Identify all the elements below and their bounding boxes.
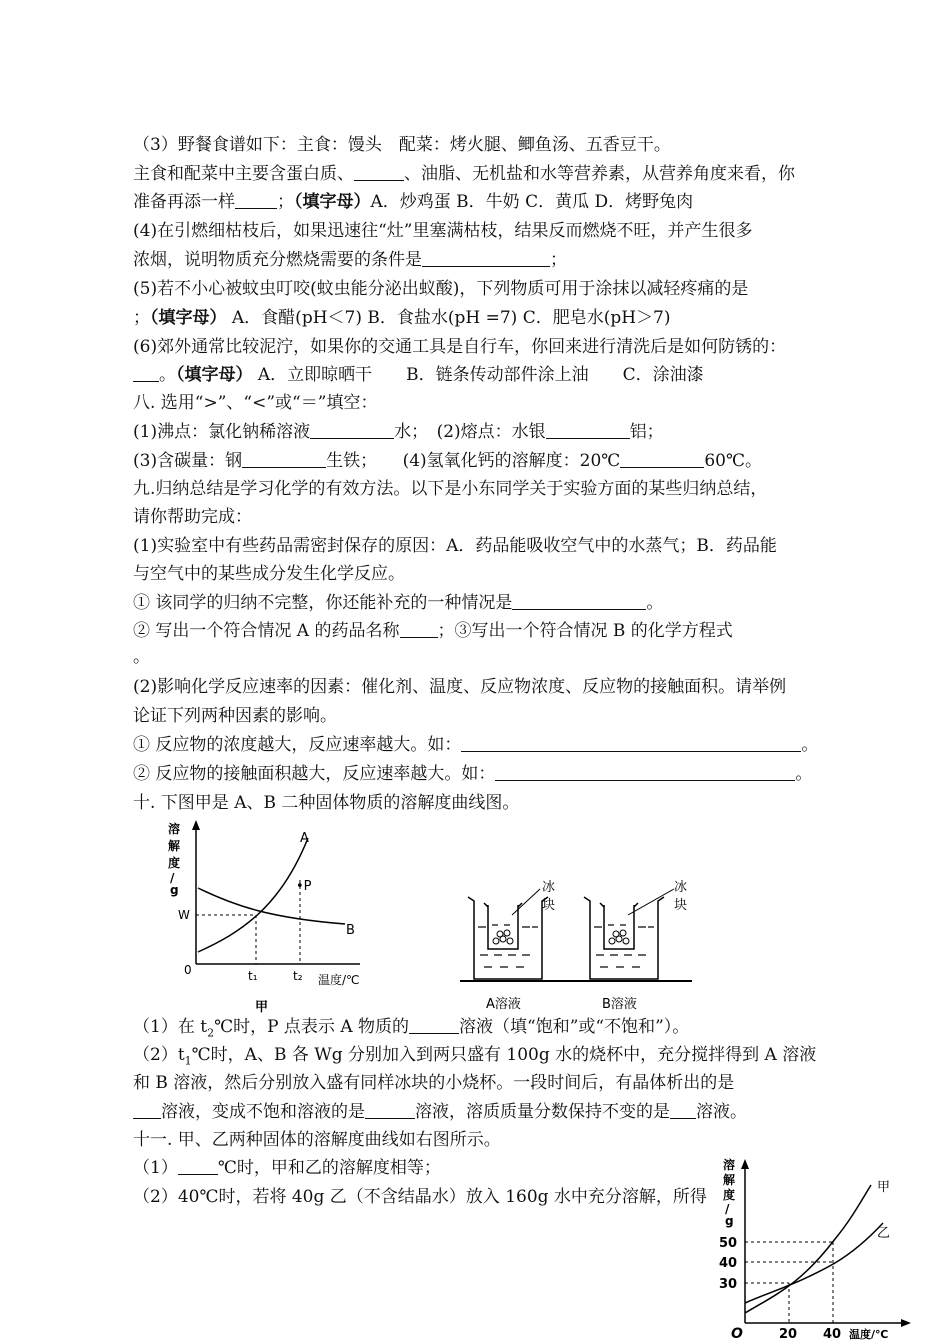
beaker-b — [584, 889, 674, 979]
q3-text: 主食和配菜中主要含蛋白质、 — [133, 164, 354, 184]
beaker-a — [468, 889, 548, 979]
q3-options: A．炒鸡蛋 B．牛奶 C．黄瓜 D．烤野兔肉 — [370, 192, 694, 212]
fig1-label-a: A — [300, 831, 309, 846]
beaker-b-ice-label: 冰 — [674, 880, 688, 895]
section-9-line-10 — [133, 734, 818, 758]
section-9-line-11 — [133, 763, 812, 787]
beaker-a-label: A溶液 — [486, 997, 521, 1012]
section-10-title: 十. 下图甲是 A、B 二种固体物质的溶解度曲线图。 — [133, 793, 520, 813]
q6-line-1: (6)郊外通常比较泥泞，如果你的交通工具是自行车，你回来进行清洗后是如何防锈的： — [133, 337, 787, 357]
fig3-ylabel-char: g — [725, 1214, 734, 1228]
section-11-q1 — [133, 1157, 441, 1181]
q5-line-1: (5)若不小心被蚊虫叮咬(蚊虫能分泌出蚁酸)，下列物质可用于涂抹以减轻疼痛的是 — [133, 279, 749, 299]
blank-solubility[interactable] — [620, 450, 704, 468]
blank-other-reason[interactable] — [512, 592, 646, 610]
q3-text: ； — [277, 192, 294, 212]
q3-line-2 — [133, 163, 795, 187]
s8-text: 铝； — [629, 422, 664, 442]
beaker-b-label: B溶液 — [602, 997, 637, 1012]
blank-melting-point[interactable] — [546, 421, 630, 439]
fig1-label-w: W — [178, 908, 190, 922]
fig1-label-t2: t₂ — [293, 969, 303, 983]
fig1-y-label — [168, 821, 180, 897]
s9-text: 。 — [801, 735, 819, 755]
fill-letter-hint: （填字母） — [294, 192, 371, 212]
blank-crystal-solution[interactable] — [133, 1101, 161, 1119]
solubility-curve-figure-jia — [160, 818, 390, 1016]
s11-text: （1） — [133, 1158, 178, 1178]
q6-options: A．立即晾晒干 B．链条传动部件涂上油 C．涂油漆 — [252, 365, 704, 385]
fig1-ylabel-char: 解 — [168, 839, 181, 853]
section-8-title: 八. 选用“>”、“<”或“＝”填空： — [133, 393, 378, 413]
section-9-line-9: 论证下列两种因素的影响。 — [133, 706, 337, 726]
fig3-label-yi: 乙 — [877, 1226, 891, 1241]
fig1-point-p: •P — [296, 879, 312, 894]
q5-text: ； — [133, 308, 150, 328]
fig1-label-t1: t₁ — [248, 969, 258, 983]
beakers-figure — [460, 875, 700, 1015]
section-11-title: 十一. 甲、乙两种固体的溶解度曲线如右图所示。 — [133, 1130, 501, 1150]
q4-line-2 — [133, 249, 567, 273]
section-10-q2-line-3 — [133, 1101, 747, 1125]
fill-letter-hint: （填字母） — [176, 365, 253, 385]
q6-line-2 — [133, 364, 704, 388]
blank-burning-condition[interactable] — [422, 249, 550, 267]
fig1-label-b: B — [346, 923, 355, 938]
s10-text: 溶液。 — [696, 1102, 747, 1122]
blank-unsaturated-solution[interactable] — [365, 1101, 415, 1119]
q4-text: 浓烟，说明物质充分燃烧需要的条件是 — [133, 250, 422, 270]
fill-letter-hint: （填字母） — [150, 308, 227, 328]
s9-text: ② 写出一个符合情况 A 的药品名称 — [133, 621, 400, 641]
section-9-line-7: 。 — [133, 647, 150, 667]
fig1-x-label: 温度/℃ — [318, 973, 360, 987]
blank-equal-temperature[interactable] — [178, 1157, 218, 1175]
fig1-ylabel-char: g — [170, 883, 179, 897]
q6-text: 。 — [159, 365, 176, 385]
q3-text: 准备再添一样 — [133, 192, 235, 212]
s9-text: ；③写出一个符合情况 B 的化学方程式 — [437, 621, 733, 641]
fig3-ylabel-char: 解 — [723, 1173, 736, 1187]
s10-subscript: 2 — [207, 1026, 215, 1040]
fig3-x-arrow — [901, 1319, 911, 1327]
s8-text: 60℃。 — [704, 451, 762, 471]
s10-text: 溶液，变成不饱和溶液的是 — [161, 1102, 365, 1122]
fig1-ylabel-char: 度 — [168, 856, 181, 870]
fig3-y-label — [723, 1157, 735, 1228]
solubility-curve-figure-jia-yi — [715, 1155, 915, 1342]
fig3-ylabel-char: 度 — [723, 1188, 736, 1202]
s10-text: ℃时，P 点表示 A 物质的 — [214, 1017, 410, 1037]
s8-text: 生铁； (4)氢氧化钙的溶解度：20℃ — [326, 451, 621, 471]
blank-concentration-example[interactable] — [461, 734, 801, 752]
fig3-tick-x20: 20 — [779, 1327, 798, 1342]
s10-text: （1）在 t — [133, 1017, 208, 1037]
s10-subscript: 1 — [184, 1054, 192, 1068]
s9-text: 。 — [795, 764, 813, 784]
section-9-line-2: 请你帮助完成： — [133, 507, 252, 527]
s10-text: ℃时，A、B 各 Wg 分别加入到两只盛有 100g 水的烧杯中，充分搅拌得到 A 溶液 — [191, 1045, 817, 1065]
blank-nutrient[interactable] — [354, 163, 404, 181]
blank-boiling-point[interactable] — [310, 421, 394, 439]
section-9-line-1: 九.归纳总结是学习化学的有效方法。以下是小东同学关于实验方面的某些归纳总结， — [133, 479, 768, 499]
fig3-y-arrow — [741, 1159, 749, 1169]
section-11-q2: （2）40℃时，若将 40g 乙（不含结晶水）放入 160g 水中充分溶解，所得 — [133, 1187, 707, 1207]
fig1-curve-b — [198, 888, 345, 924]
q4-line-1: (4)在引燃细枯枝后，如果迅速往“灶”里塞满枯枝，结果反而燃烧不旺，并产生很多 — [133, 221, 753, 241]
section-10-q2-line-1 — [133, 1044, 816, 1068]
fig3-ylabel-char: 溶 — [723, 1158, 736, 1172]
fig3-tick-30: 30 — [719, 1277, 738, 1292]
beaker-b-ice-label: 块 — [674, 898, 688, 913]
s10-text: 溶液（填“饱和”或“不饱和”）。 — [459, 1017, 690, 1037]
blank-carbon-content[interactable] — [242, 450, 326, 468]
s10-text: （2）t — [133, 1045, 185, 1065]
blank-drug-name[interactable] — [400, 620, 438, 638]
section-8-line-2 — [133, 450, 762, 474]
q5-options: A．食醋(pH＜7) B．食盐水(pH =7) C．肥皂水(pH＞7) — [226, 308, 671, 328]
blank-food-choice[interactable] — [235, 191, 277, 209]
s8-text: 水； (2)熔点：水银 — [394, 422, 546, 442]
fig3-x-label: 温度/℃ — [849, 1328, 889, 1341]
q3-line-1: （3）野餐食谱如下：主食：馒头 配菜：烤火腿、鲫鱼汤、五香豆干。 — [133, 135, 671, 155]
beaker-a-ice-label: 冰 — [542, 880, 556, 895]
fig3-label-jia: 甲 — [877, 1180, 891, 1195]
s8-text: (3)含碳量：钢 — [133, 451, 243, 471]
fig3-ylabel-char: / — [725, 1202, 730, 1216]
section-10-q2-line-2: 和 B 溶液，然后分别放入盛有同样冰块的小烧杯。一段时间后，有晶体析出的是 — [133, 1073, 735, 1093]
s9-text: 。 — [646, 593, 664, 613]
fig3-origin: O — [731, 1326, 743, 1342]
fig1-ylabel-char: 溶 — [168, 822, 181, 836]
section-8-line-1 — [133, 421, 664, 445]
section-9-line-3: (1)实验室中有些药品需密封保存的原因：A．药品能吸收空气中的水蒸气；B．药品能 — [133, 536, 777, 556]
blank-p-state[interactable] — [409, 1016, 459, 1034]
section-9-line-4: 与空气中的某些成分发生化学反应。 — [133, 564, 405, 584]
section-10-q1 — [133, 1016, 689, 1040]
fig1-y-arrow — [192, 820, 200, 830]
s10-text: 溶液，溶质质量分数保持不变的是 — [415, 1102, 670, 1122]
s8-text: (1)沸点：氯化钠稀溶液 — [133, 422, 311, 442]
fig3-tick-50: 50 — [719, 1236, 738, 1251]
s9-text: ① 该同学的归纳不完整，你还能补充的一种情况是 — [133, 593, 513, 613]
blank-constant-solution[interactable] — [670, 1101, 696, 1119]
s9-text: ② 反应物的接触面积越大，反应速率越大。如： — [133, 764, 496, 784]
fig3-tick-40: 40 — [719, 1256, 738, 1271]
blank-rust-prevention[interactable] — [133, 364, 159, 382]
section-9-line-6 — [133, 620, 733, 644]
q3-text: 、油脂、无机盐和水等营养素，从营养角度来看，你 — [404, 164, 795, 184]
section-9-line-5 — [133, 592, 663, 616]
q4-text: ； — [550, 250, 567, 270]
s9-text: ① 反应物的浓度越大，反应速率越大。如： — [133, 735, 462, 755]
fig1-origin: 0 — [184, 963, 192, 977]
blank-surface-area-example[interactable] — [495, 763, 795, 781]
s11-text: ℃时，甲和乙的溶解度相等； — [217, 1158, 441, 1178]
fig1-ylabel-char: / — [170, 871, 175, 885]
q5-line-2 — [133, 307, 671, 331]
fig3-tick-x40: 40 — [823, 1327, 842, 1342]
section-9-line-8: (2)影响化学反应速率的因素：催化剂、温度、反应物浓度、反应物的接触面积。请举例 — [133, 677, 787, 697]
q3-line-3 — [133, 191, 693, 215]
beaker-a-ice-label: 块 — [542, 898, 556, 913]
fig1-caption: 甲 — [255, 1000, 269, 1015]
fig3-curve-jia — [745, 1185, 871, 1313]
